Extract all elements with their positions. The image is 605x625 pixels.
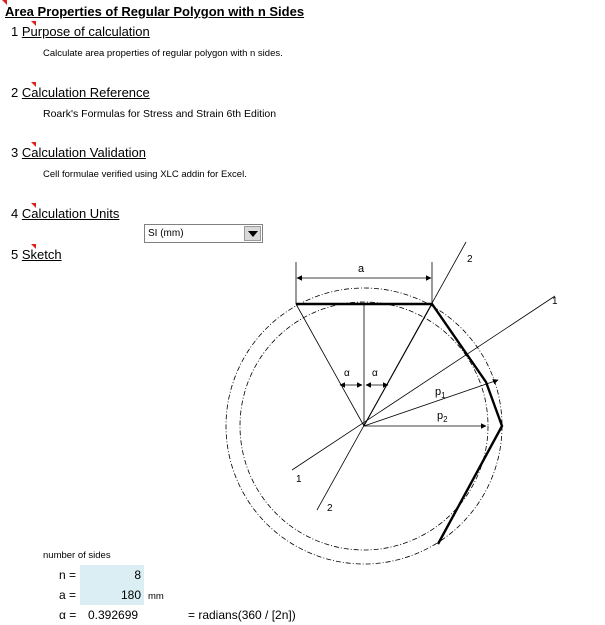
section-number: 5 [11,247,19,262]
section-number: 2 [11,85,19,100]
a-label: a = [59,588,77,602]
a-input[interactable] [80,585,144,605]
label-p2 [437,410,448,424]
alpha-label: α = [59,608,77,622]
units-select-value: SI (mm) [148,228,184,239]
axis-line-1 [292,296,555,470]
label-alpha-left: α [344,368,350,379]
section-description: Calculate area properties of regular polygon with n sides. [43,48,283,59]
section-number: 1 [11,24,19,39]
radius-line [296,304,364,426]
label-p1-sub: 1 [441,391,446,401]
page-title: Area Properties of Regular Polygon with n Sides [5,4,305,19]
label-p1 [435,386,446,400]
label-alpha-right: α [372,368,378,379]
p1-arrow [364,380,498,426]
label-line-1-left: 1 [296,474,302,485]
a-unit: mm [148,591,164,602]
axis-line-2 [317,242,466,510]
section-label: Calculation Units [21,206,120,221]
section-label: Calculation Validation [21,145,146,160]
n-input[interactable] [80,565,144,585]
label-p1-text: p [435,386,442,398]
n-value: 8 [134,568,141,582]
label-line-1-right: 1 [552,296,558,307]
label-line-2-top: 2 [467,254,473,265]
n-label: n = [59,568,77,582]
alpha-value: 0.392699 [88,608,139,622]
label-line-2-bottom: 2 [327,503,333,514]
label-p2-text: p [437,410,444,422]
number-of-sides-label: number of sides [43,550,111,561]
section-label: Purpose of calculation [21,24,150,39]
section-number: 3 [11,145,19,160]
section-description: Roark's Formulas for Stress and Strain 6th Edition [43,108,277,120]
section-number: 4 [11,206,19,221]
section-description: Cell formulae verified using XLC addin for Excel. [43,169,247,180]
label-a: a [358,263,365,275]
section-label: Calculation Reference [21,85,150,100]
a-value: 180 [120,588,141,602]
section-label: Sketch [21,247,62,262]
label-p2-sub: 2 [443,415,448,425]
alpha-formula: = radians(360 / [2n]) [188,608,296,622]
